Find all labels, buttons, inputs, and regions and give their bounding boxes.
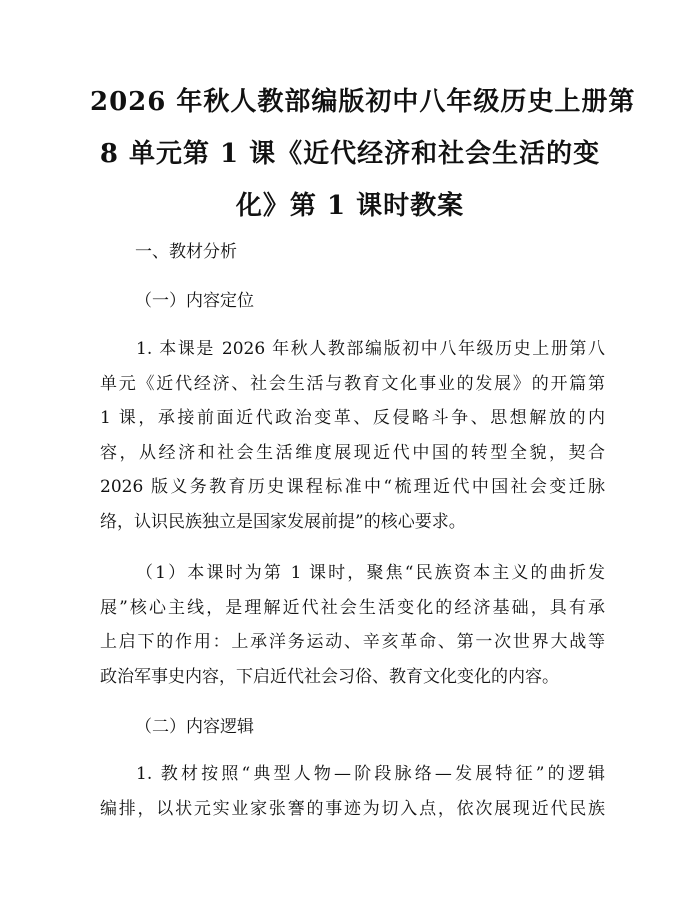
section-heading-textbook-analysis: 一、教材分析 — [135, 242, 237, 262]
paragraph-line: 络，认识民族独立是国家发展前提”的核心要求。 — [100, 511, 466, 532]
paragraph-line: 2026 版义务教育历史课程标准中“梳理近代中国社会变迁脉 — [100, 477, 605, 497]
paragraph-first-lesson — [100, 556, 605, 694]
subsection-heading-content-positioning: （一）内容定位 — [135, 291, 254, 311]
paragraph-line: 单元《近代经济、社会生活与教育文化事业的发展》的开篇第 — [100, 373, 605, 394]
document-title — [90, 76, 636, 232]
paragraph-line: 编排，以状元实业家张謇的事迹为切入点，依次展现近代民族 — [100, 798, 605, 819]
paragraph-line: 容，从经济和社会生活维度展现近代中国的转型全貌，契合 — [100, 442, 605, 463]
paragraph-line: 1. 教材按照“典型人物—阶段脉络—发展特征”的逻辑 — [136, 764, 605, 784]
paragraph-line: （1）本课时为第 1 课时，聚焦“民族资本主义的曲折发 — [136, 563, 605, 583]
subsection-heading-content-logic: （二）内容逻辑 — [135, 717, 254, 737]
title-line: 2026 年秋人教部编版初中八年级历史上册第 — [90, 87, 636, 117]
title-line: 化》第 1 课时教案 — [235, 191, 465, 221]
paragraph-line: 上启下的作用：上承洋务运动、辛亥革命、第一次世界大战等 — [100, 632, 605, 652]
paragraph-content-logic — [100, 757, 605, 826]
paragraph-line: 展”核心主线，是理解近代社会生活变化的经济基础，具有承 — [100, 597, 605, 618]
title-line: 8 单元第 1 课《近代经济和社会生活的变 — [99, 139, 601, 169]
paragraph-line: 1. 本课是 2026 年秋人教部编版初中八年级历史上册第八 — [136, 339, 605, 359]
paragraph-content-positioning — [100, 332, 605, 539]
paragraph-line: 1 课，承接前面近代政治变革、反侵略斗争、思想解放的内 — [100, 408, 605, 428]
paragraph-line: 政治军事史内容，下启近代社会习俗、教育文化变化的内容。 — [100, 666, 559, 687]
